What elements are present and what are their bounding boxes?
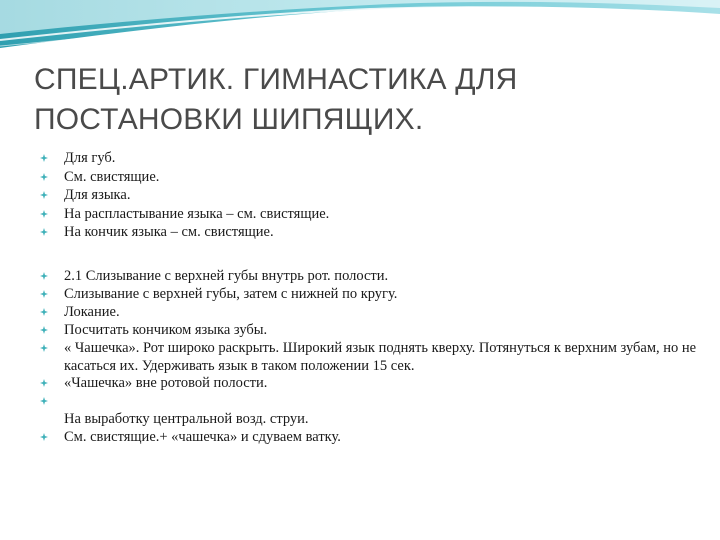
star-bullet-icon bbox=[40, 308, 48, 316]
list-item bbox=[40, 268, 700, 286]
header-wave-decoration bbox=[0, 0, 720, 60]
bullet-list-articulation-groups bbox=[40, 150, 700, 243]
list-item-empty bbox=[40, 393, 700, 411]
list-item bbox=[40, 206, 700, 225]
star-bullet-icon bbox=[40, 290, 48, 298]
list-item bbox=[40, 150, 700, 169]
star-bullet-icon bbox=[40, 433, 48, 441]
list-item bbox=[40, 411, 700, 429]
list-item-text: См. свистящие. bbox=[64, 168, 160, 185]
star-bullet-icon bbox=[40, 154, 48, 162]
list-item-text: Для губ. bbox=[64, 150, 116, 166]
bullet-list-exercises bbox=[40, 268, 700, 447]
star-bullet-icon bbox=[40, 173, 48, 181]
slide-title: СПЕЦ.АРТИК. ГИМНАСТИКА ДЛЯ ПОСТАНОВКИ ШИПЯЩИХ. bbox=[34, 63, 518, 136]
list-item bbox=[40, 322, 700, 340]
star-bullet-icon bbox=[40, 210, 48, 218]
list-item bbox=[40, 224, 700, 243]
list-item bbox=[40, 169, 700, 188]
list-item bbox=[40, 187, 700, 206]
list-item-text: См. свистящие.+ «чашечка» и сдуваем ватку. bbox=[64, 429, 341, 445]
list-item-text: 2.1 Слизывание с верхней губы внутрь рот. полости. bbox=[64, 268, 389, 284]
star-bullet-icon bbox=[40, 272, 48, 280]
list-item-text: Слизывание с верхней губы, затем с нижней по кругу. bbox=[64, 286, 398, 302]
list-item bbox=[40, 375, 700, 393]
list-item bbox=[40, 286, 700, 304]
list-item-text: « Чашечка». Рот широко раскрыть. Широкий язык поднять кверху. Потянуться к верхним зубам, но не касаться их. Удерживать язык в таком положении 15 сек. bbox=[64, 340, 697, 374]
list-item-text: На выработку центральной возд. струи. bbox=[64, 411, 309, 427]
list-item bbox=[40, 304, 700, 322]
list-item-text: «Чашечка» вне ротовой полости. bbox=[64, 375, 268, 391]
star-bullet-icon bbox=[40, 379, 48, 387]
star-bullet-icon bbox=[40, 397, 48, 405]
star-bullet-icon bbox=[40, 228, 48, 236]
list-item-text: Для языка. bbox=[64, 187, 131, 203]
list-item-text: На кончик языка – см. свистящие. bbox=[64, 224, 274, 240]
star-bullet-icon bbox=[40, 344, 48, 352]
star-bullet-icon bbox=[40, 326, 48, 334]
list-item bbox=[40, 340, 700, 375]
list-item-text: Посчитать кончиком языка зубы. bbox=[64, 322, 268, 338]
list-item-text: На распластывание языка – см. свистящие. bbox=[64, 205, 330, 222]
list-item bbox=[40, 429, 700, 447]
list-item-text: Локание. bbox=[64, 304, 120, 320]
star-bullet-icon bbox=[40, 191, 48, 199]
